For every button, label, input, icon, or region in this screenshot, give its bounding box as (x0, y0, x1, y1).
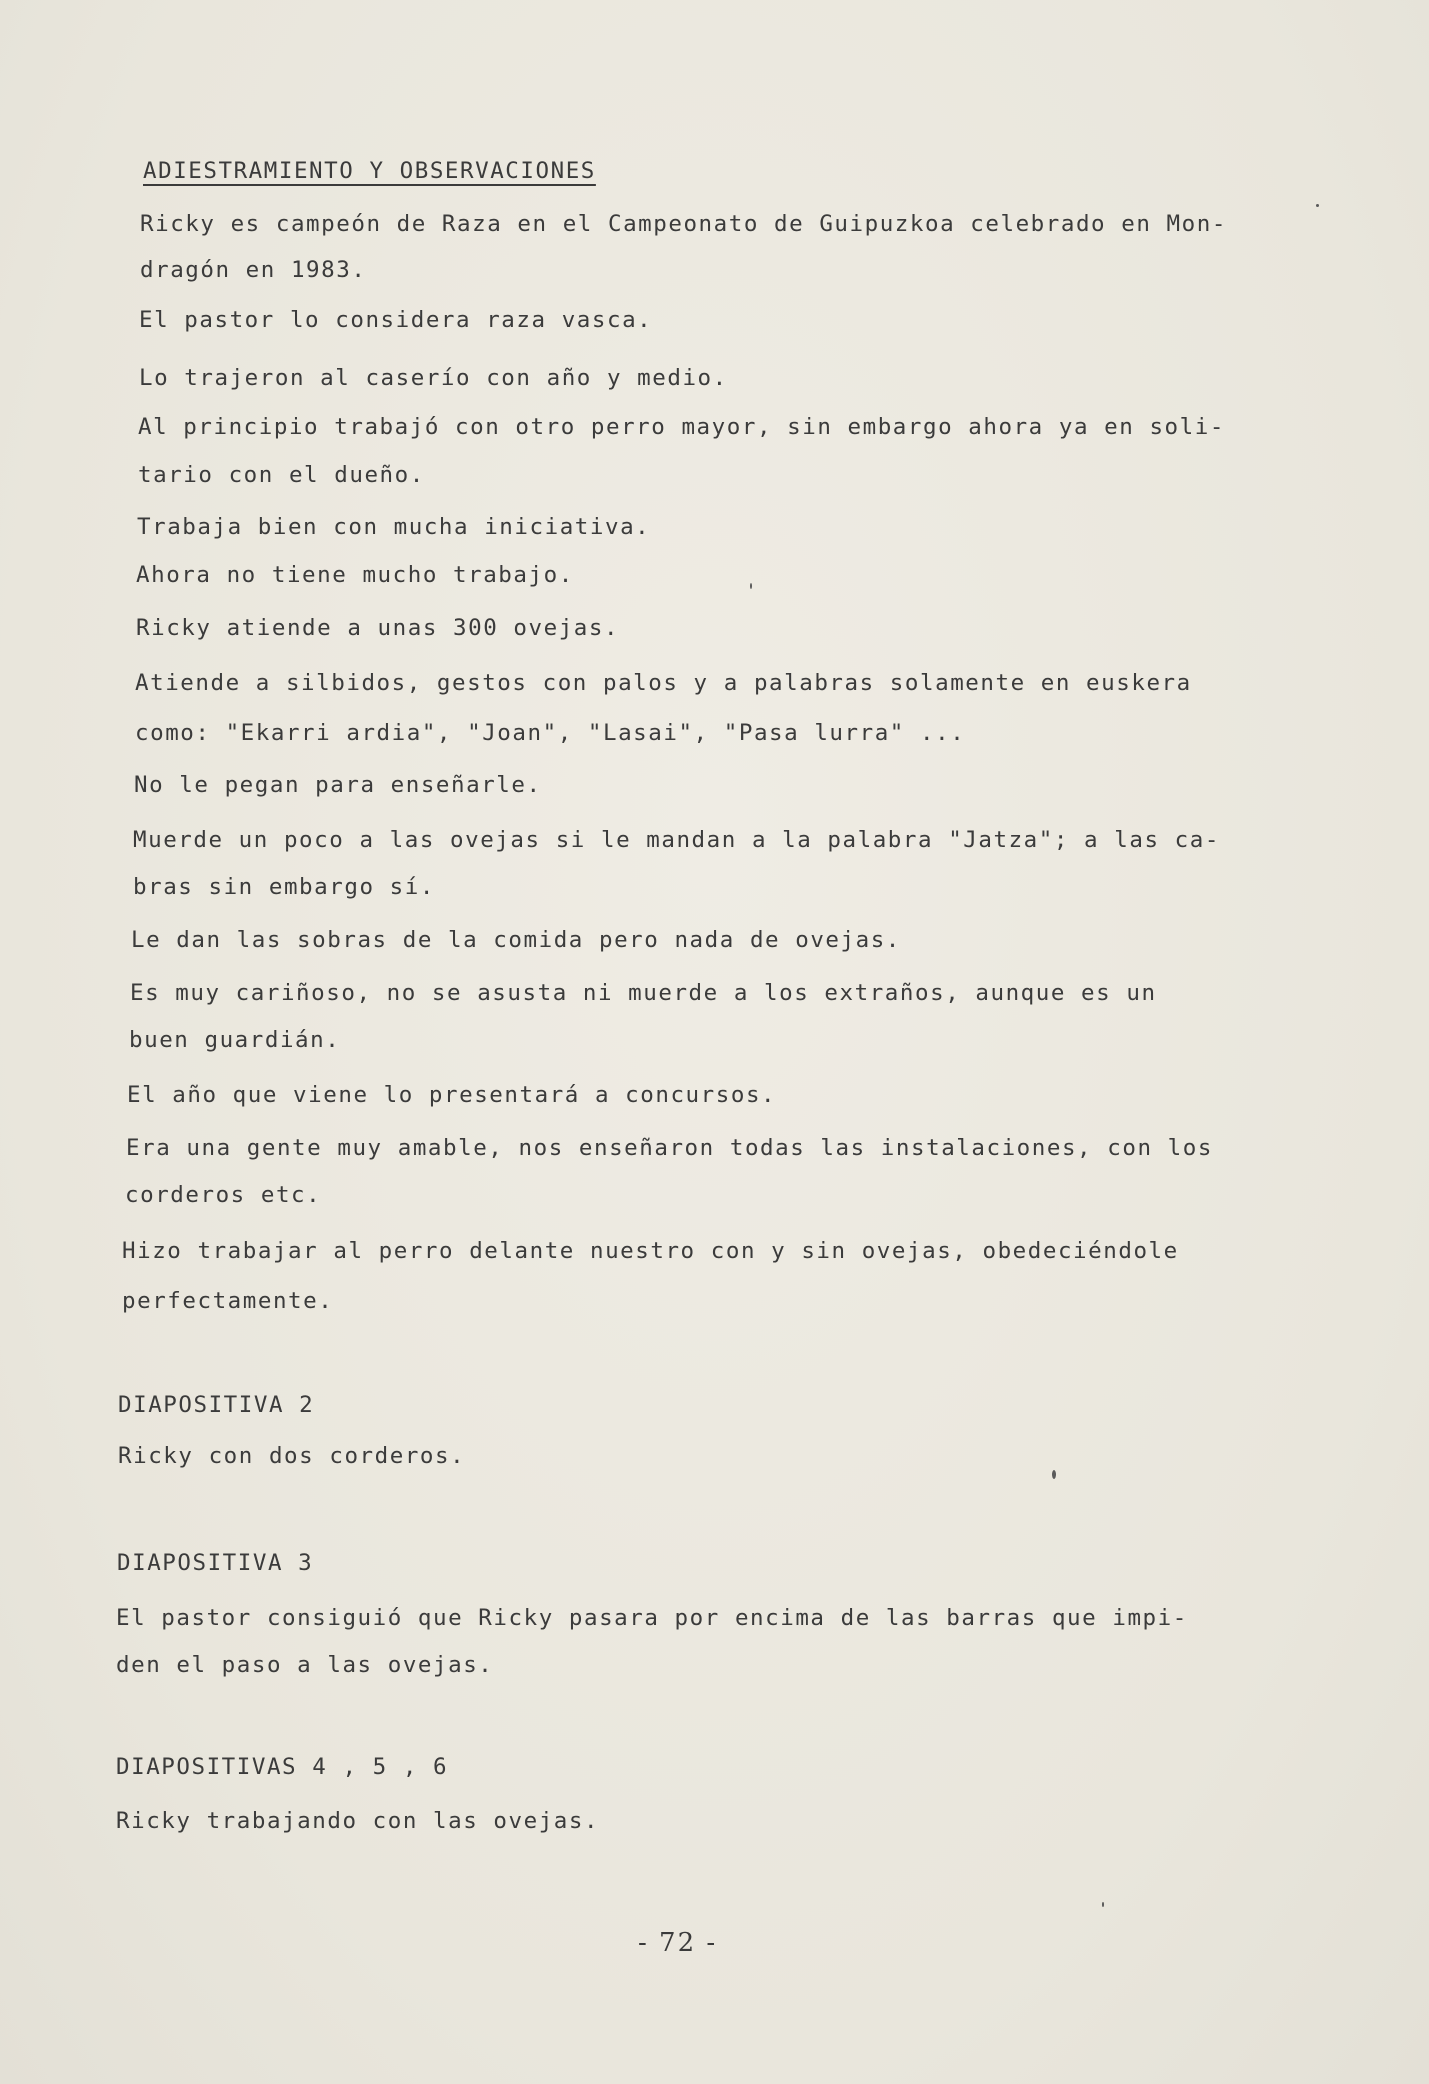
page-number: - 72 - (638, 1928, 718, 1958)
text-line: Muerde un poco a las ovejas si le mandan a la palabra "Jatza"; a las ca- (133, 827, 1220, 853)
scan-speck (1052, 1470, 1056, 1479)
scan-speck (1102, 1902, 1104, 1907)
text-line: Atiende a silbidos, gestos con palos y a palabras solamente en euskera (135, 670, 1192, 696)
text-line: Ricky es campeón de Raza en el Campeonato de Guipuzkoa celebrado en Mon- (140, 211, 1227, 237)
section-heading-adiestramiento: ADIESTRAMIENTO Y OBSERVACIONES (143, 158, 596, 184)
text-line: Ahora no tiene mucho trabajo. (136, 562, 574, 588)
text-line: No le pegan para enseñarle. (134, 772, 542, 798)
scan-speck (750, 583, 752, 589)
scan-speck (1316, 204, 1319, 207)
text-line: El año que viene lo presentará a concursos. (127, 1082, 777, 1108)
text-line: tario con el dueño. (138, 462, 425, 488)
text-line: Al principio trabajó con otro perro mayor, sin embargo ahora ya en soli- (138, 414, 1225, 440)
text-line: El pastor lo considera raza vasca. (139, 307, 653, 333)
text-line: Ricky trabajando con las ovejas. (116, 1808, 600, 1834)
text-line: Hizo trabajar al perro delante nuestro con y sin ovejas, obedeciéndole (122, 1238, 1179, 1264)
text-line: Le dan las sobras de la comida pero nada de ovejas. (131, 927, 901, 953)
text-line: Ricky atiende a unas 300 ovejas. (136, 615, 620, 641)
text-line: bras sin embargo sí. (133, 874, 435, 900)
text-line: corderos etc. (125, 1182, 322, 1208)
text-line: den el paso a las ovejas. (116, 1652, 494, 1678)
text-line: buen guardián. (129, 1027, 341, 1053)
text-line: Ricky con dos corderos. (118, 1443, 466, 1469)
text-line: El pastor consiguió que Ricky pasara por encima de las barras que impi- (116, 1605, 1188, 1631)
section-heading-diapositiva-3: DIAPOSITIVA 3 (117, 1550, 314, 1576)
text-line: Era una gente muy amable, nos enseñaron todas las instalaciones, con los (126, 1135, 1213, 1161)
text-line: perfectamente. (122, 1288, 334, 1314)
text-line: dragón en 1983. (140, 257, 367, 283)
section-heading-diapositiva-2: DIAPOSITIVA 2 (118, 1392, 315, 1418)
text-line: Es muy cariñoso, no se asusta ni muerde a los extraños, aunque es un (130, 980, 1157, 1006)
text-line: como: "Ekarri ardia", "Joan", "Lasai", "Pasa lurra" ... (135, 720, 966, 746)
text-line: Trabaja bien con mucha iniciativa. (137, 514, 651, 540)
text-line: Lo trajeron al caserío con año y medio. (139, 365, 728, 391)
section-heading-diapositivas-4-5-6: DIAPOSITIVAS 4 , 5 , 6 (116, 1754, 449, 1780)
